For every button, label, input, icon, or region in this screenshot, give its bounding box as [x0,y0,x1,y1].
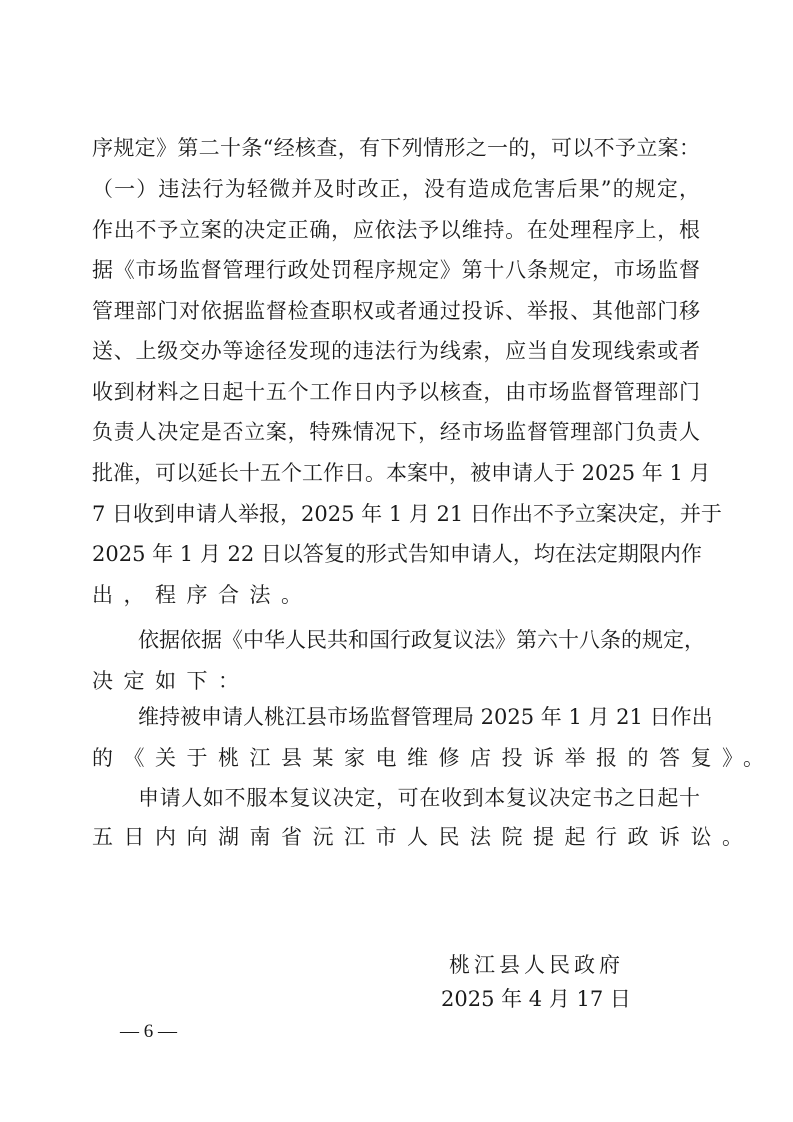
body-line: 申请人如不服本复议决定，可在收到本复议决定书之日起十 [138,786,700,810]
body-line: 出，程序合法。 [92,583,313,607]
body-line: 管理部门对依据监督检查职权或者通过投诉、举报、其他部门移 [92,299,700,323]
body-line: 决定如下： [92,669,250,693]
body-line: （一）违法行为轻微并及时改正，没有造成危害后果”的规定， [92,177,700,201]
body-line: 收到材料之日起十五个工作日内予以核查，由市场监督管理部门 [92,380,700,404]
body-line: 批准，可以延长十五个工作日。本案中，被申请人于 2025 年 1 月 [92,461,711,485]
body-line: 据《市场监督管理行政处罚程序规定》第十八条规定，市场监督 [92,258,700,282]
body-line: 维持被申请人桃江县市场监督管理局 2025 年 1 月 21 日作出 [138,705,713,729]
body-line: 依据依据《中华人民共和国行政复议法》第六十八条的规定， [138,628,705,652]
body-line: 7 日收到申请人举报，2025 年 1 月 21 日作出不予立案决定，并于 [92,502,722,526]
signature-organization: 桃江县人民政府 [449,953,624,977]
body-line: 作出不予立案的决定正确，应依法予以维持。在处理程序上，根 [92,218,700,242]
body-line: 送、上级交办等途径发现的违法行为线索，应当自发现线索或者 [92,339,700,363]
body-line: 负责人决定是否立案，特殊情况下，经市场监督管理部门负责人 [92,420,700,444]
body-line: 序规定》第二十条“经核查，有下列情形之一的，可以不予立案： [92,136,700,160]
page-number: — 6 — [120,1021,177,1042]
body-line: 的《关于桃江县某家电维修店投诉举报的答复》。 [92,746,775,770]
body-line: 2025 年 1 月 22 日以答复的形式告知申请人，均在法定期限内作 [92,542,702,566]
body-line: 五日内向湖南省沅江市人民法院提起行政诉讼。 [92,825,754,849]
signature-date: 2025 年 4 月 17 日 [441,987,631,1011]
